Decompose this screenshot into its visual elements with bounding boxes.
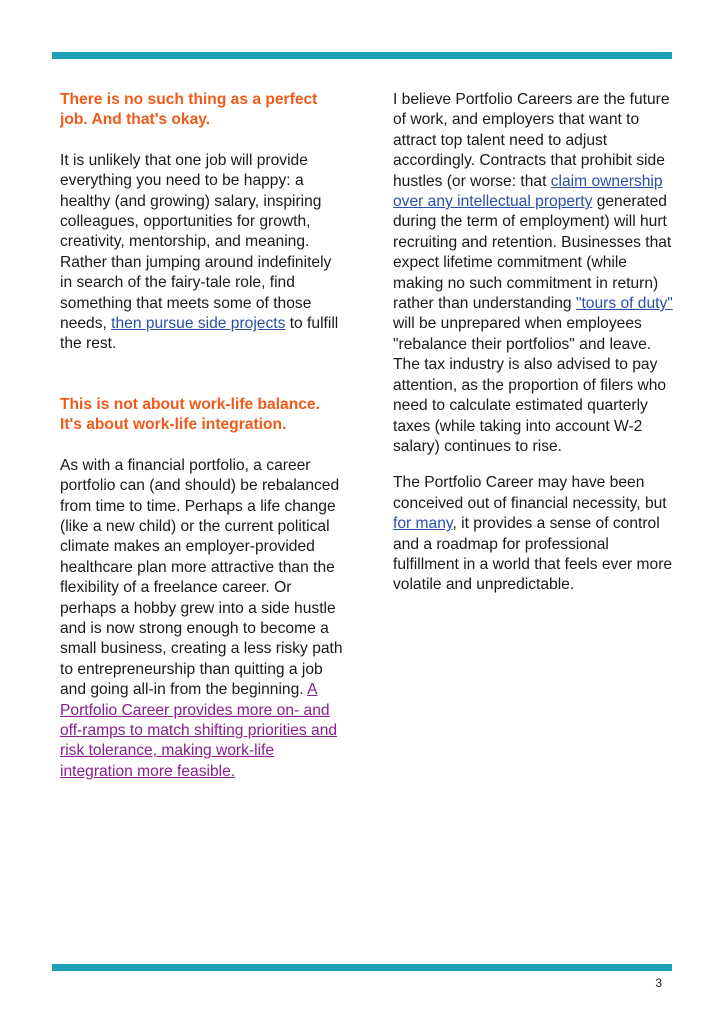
paragraph-text: to fulfill the rest.: [60, 315, 339, 353]
paragraph-text: generated during the term of employment) will hurt recruiting and retention. Businesses that expect lifetime commitment (while making no such commitment in return) rather than understanding: [393, 193, 672, 313]
page-number: 3: [655, 976, 662, 990]
paragraph-future-of-work: [393, 90, 675, 457]
paragraph-text: The Portfolio Career may have been conceived out of financial necessity, but: [393, 474, 667, 512]
link-portfolio-career[interactable]: A Portfolio Career provides more on- and off-ramps to match shifting priorities and risk tolerance, making work-life integration more feasible.: [60, 681, 338, 780]
left-column: [60, 90, 344, 782]
paragraph-work-life: [60, 456, 344, 783]
link-tours-of-duty[interactable]: "tours of duty": [575, 295, 673, 313]
link-claim-ownership[interactable]: claim ownership over any intellectual property: [393, 172, 663, 211]
paragraph-text: As with a financial portfolio, a career portfolio can (and should) be rebalanced from time to time. Perhaps a life change (like a new child) or the current political climate makes an employer-provided healthcare plan more attractive than the flexibility of a freelance career. Or perhaps a hobby grew into a side hustle and is now strong enough to become a small business, creating a less risky path to entrepreneurship than quitting a job and going all-in from the beginning.: [60, 456, 343, 699]
right-column: [393, 90, 675, 596]
top-rule: [52, 52, 672, 59]
bottom-rule: [52, 964, 672, 971]
paragraph-text: , it provides a sense of control and a roadmap for professional fulfillment in a world that feels ever more volatile and unpredictable.: [393, 515, 673, 594]
paragraph-perfect-job: [60, 151, 344, 355]
paragraph-conclusion: [393, 473, 675, 595]
paragraph-text: will be unprepared when employees "rebalance their portfolios" and leave. The tax industry is also advised to pay attention, as the proportion of filers who need to calculate estimated quarterly taxes (while taking into account W-2 salary) continues to rise.: [393, 315, 667, 455]
link-side-projects[interactable]: then pursue side projects: [111, 315, 286, 333]
link-for-many[interactable]: for many: [393, 515, 453, 533]
section-heading-perfect-job: There is no such thing as a perfect job. And that's okay.: [60, 91, 318, 129]
paragraph-text: I believe Portfolio Careers are the future of work, and employers that want to attract top talent need to adjust accordingly. Contracts that prohibit side hustles (or worse: that: [393, 91, 670, 190]
paragraph-text: It is unlikely that one job will provide everything you need to be happy: a healthy (and growing) salary, inspiring colleagues, opportunities for growth, creativity, mentorship, and meaning. Rather than jumping around indefinitely in search of the fairy-tale role, find something that meets some of those needs,: [60, 151, 332, 333]
section-heading-work-life: This is not about work-life balance. It's about work-life integration.: [60, 395, 320, 434]
